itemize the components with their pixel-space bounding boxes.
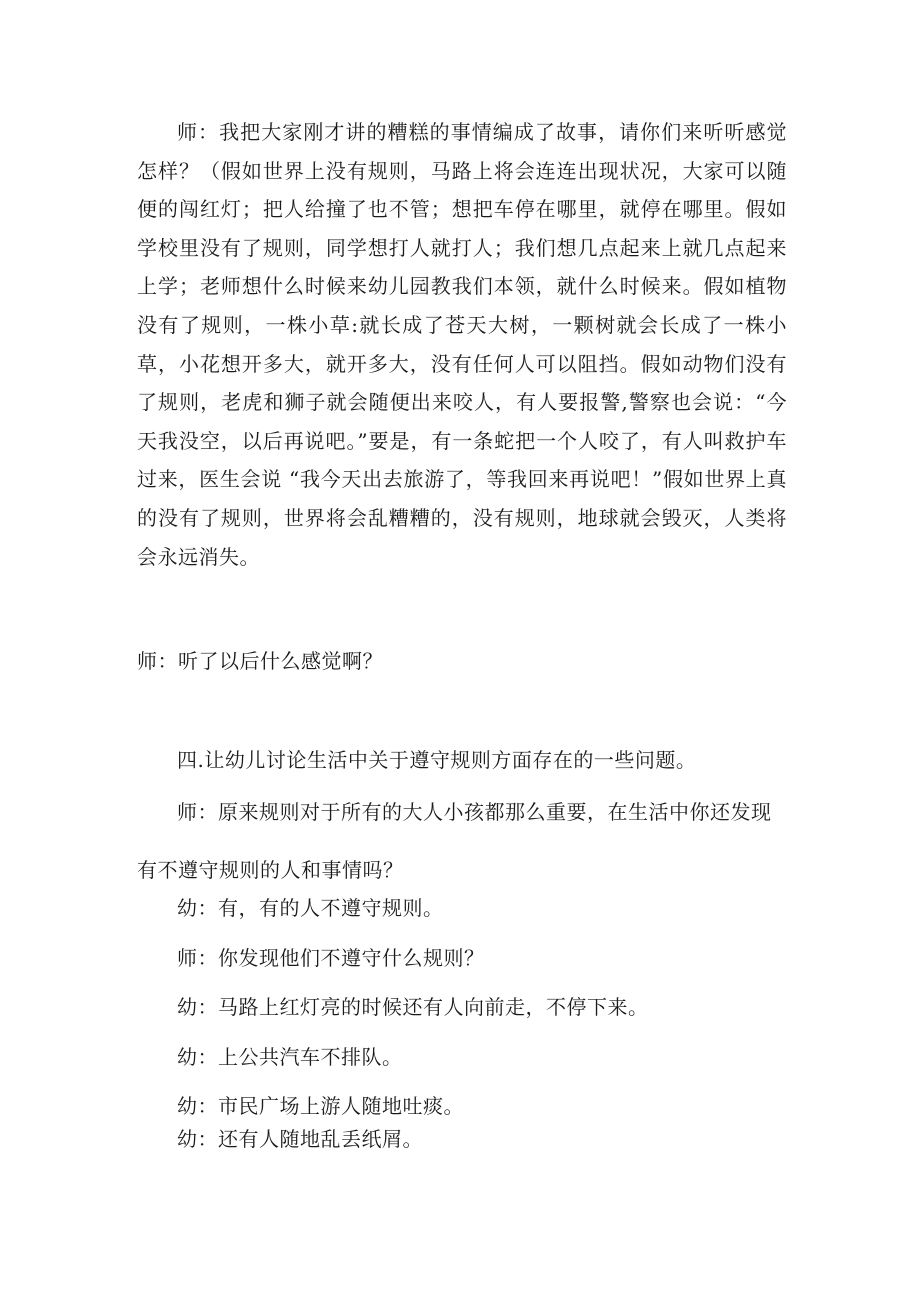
teacher-question-after-story: 师：听了以后什么感觉啊？ [137, 649, 383, 673]
teacher-prompt: 师：原来规则对于所有的大人小孩都那么重要，在生活中你还发现有不遵守规则的人和事情吗？ [137, 800, 772, 882]
dialogue-line: 幼：有，有的人不遵守规则。 [177, 896, 444, 920]
dialogue-line: 幼：还有人随地乱丢纸屑。 [177, 1127, 423, 1151]
dialogue-line: 幼：市民广场上游人随地吐痰。 [177, 1094, 464, 1118]
dialogue-line: 幼：上公共汽车不排队。 [177, 1045, 403, 1069]
section-heading: 四.让幼儿讨论生活中关于遵守规则方面存在的一些问题。 [177, 748, 697, 772]
dialogue-line: 幼：马路上红灯亮的时候还有人向前走，不停下来。 [177, 995, 649, 1019]
dialogue-line: 师：你发现他们不遵守什么规则？ [177, 946, 485, 970]
story-paragraph: 师：我把大家刚才讲的糟糕的事情编成了故事，请你们来听听感觉怎样？（假如世界上没有规则，马路上将会连连出现状况，大家可以随便的闯红灯；把人给撞了也不管；想把车停在哪里，就停在哪里。假如学校里没有了规则，同学想打人就打人；我们想几点起来上就几点起来上学；老师想什么时候来幼儿园教我们本领，就什么时候来。假如植物没有了规则，一株小草:就长成了苍天大树，一颗树就会长成了一株小草，小花想开多大，就开多大，没有任何人可以阻挡。假如动物们没有了规则，老虎和狮子就会随便出来咬人，有人要报警,警察也会说：“今天我没空，以后再说吧。”要是，有一条蛇把一个人咬了，有人叫救护车过来，医生会说 “我今天出去旅游了，等我回来再说吧！”假如世界上真的没有了规则，世界将会乱糟糟的，没有规则，地球就会毁灭，人类将会永远消失。 [137, 120, 787, 569]
